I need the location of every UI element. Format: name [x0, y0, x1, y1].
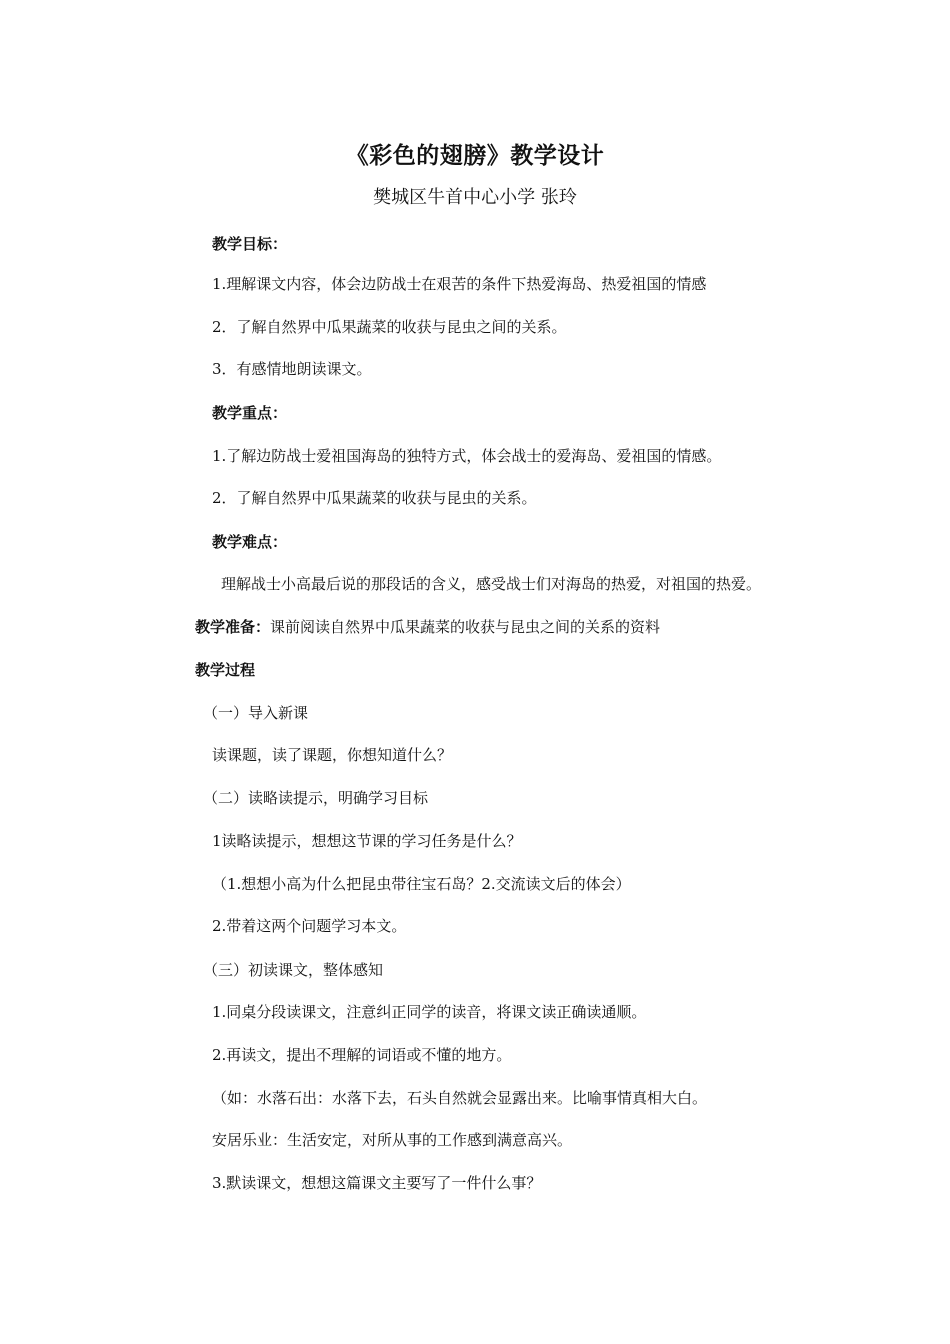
section-2-item-1: 1读略读提示，想想这节课的学习任务是什么？	[212, 832, 522, 850]
section-2-title: （二）读略读提示，明确学习目标	[203, 789, 429, 807]
goals-heading: 教学目标：	[212, 235, 288, 253]
goal-item-1: 1.理解课文内容，体会边防战士在艰苦的条件下热爱海岛、热爱祖国的情感	[212, 275, 707, 293]
preparation-text: 课前阅读自然界中瓜果蔬菜的收获与昆虫之间的关系的资料	[270, 618, 661, 636]
goal-item-3: 3．有感情地朗读课文。	[212, 360, 372, 378]
preparation-label: 教学准备：	[195, 618, 271, 636]
goal-item-2: 2．了解自然界中瓜果蔬菜的收获与昆虫之间的关系。	[212, 318, 567, 336]
process-heading: 教学过程	[195, 661, 256, 679]
key-point-1: 1.了解边防战士爱祖国海岛的独特方式，体会战士的爱海岛、爱祖国的情感。	[212, 447, 722, 465]
difficulty-heading: 教学难点：	[212, 533, 288, 551]
section-2-item-3: 2.带着这两个问题学习本文。	[212, 917, 407, 935]
document-title: 《彩色的翅膀》教学设计	[345, 142, 605, 169]
author-line: 樊城区牛首中心小学 张玲	[373, 187, 577, 208]
section-3-item-3: （如：水落石出：水落下去，石头自然就会显露出来。比喻事情真相大白。	[212, 1089, 708, 1107]
section-3-title: （三）初读课文，整体感知	[203, 961, 384, 979]
section-2-item-2: （1.想想小高为什么把昆虫带往宝石岛？2.交流读文后的体会）	[212, 875, 631, 893]
section-3-item-5: 3.默读课文，想想这篇课文主要写了一件什么事？	[212, 1174, 542, 1192]
key-point-2: 2．了解自然界中瓜果蔬菜的收获与昆虫的关系。	[212, 489, 537, 507]
section-3-item-2: 2.再读文，提出不理解的词语或不懂的地方。	[212, 1046, 512, 1064]
difficulty-text: 理解战士小高最后说的那段话的含义，感受战士们对海岛的热爱，对祖国的热爱。	[221, 575, 762, 593]
section-3-item-4: 安居乐业：生活安定，对所从事的工作感到满意高兴。	[212, 1131, 573, 1149]
section-3-item-1: 1.同桌分段读课文，注意纠正同学的读音，将课文读正确读通顺。	[212, 1003, 647, 1021]
preparation-line	[195, 615, 660, 639]
key-points-heading: 教学重点：	[212, 404, 288, 422]
section-1-text: 读课题，读了课题，你想知道什么？	[212, 746, 453, 764]
section-1-title: （一）导入新课	[203, 704, 309, 722]
